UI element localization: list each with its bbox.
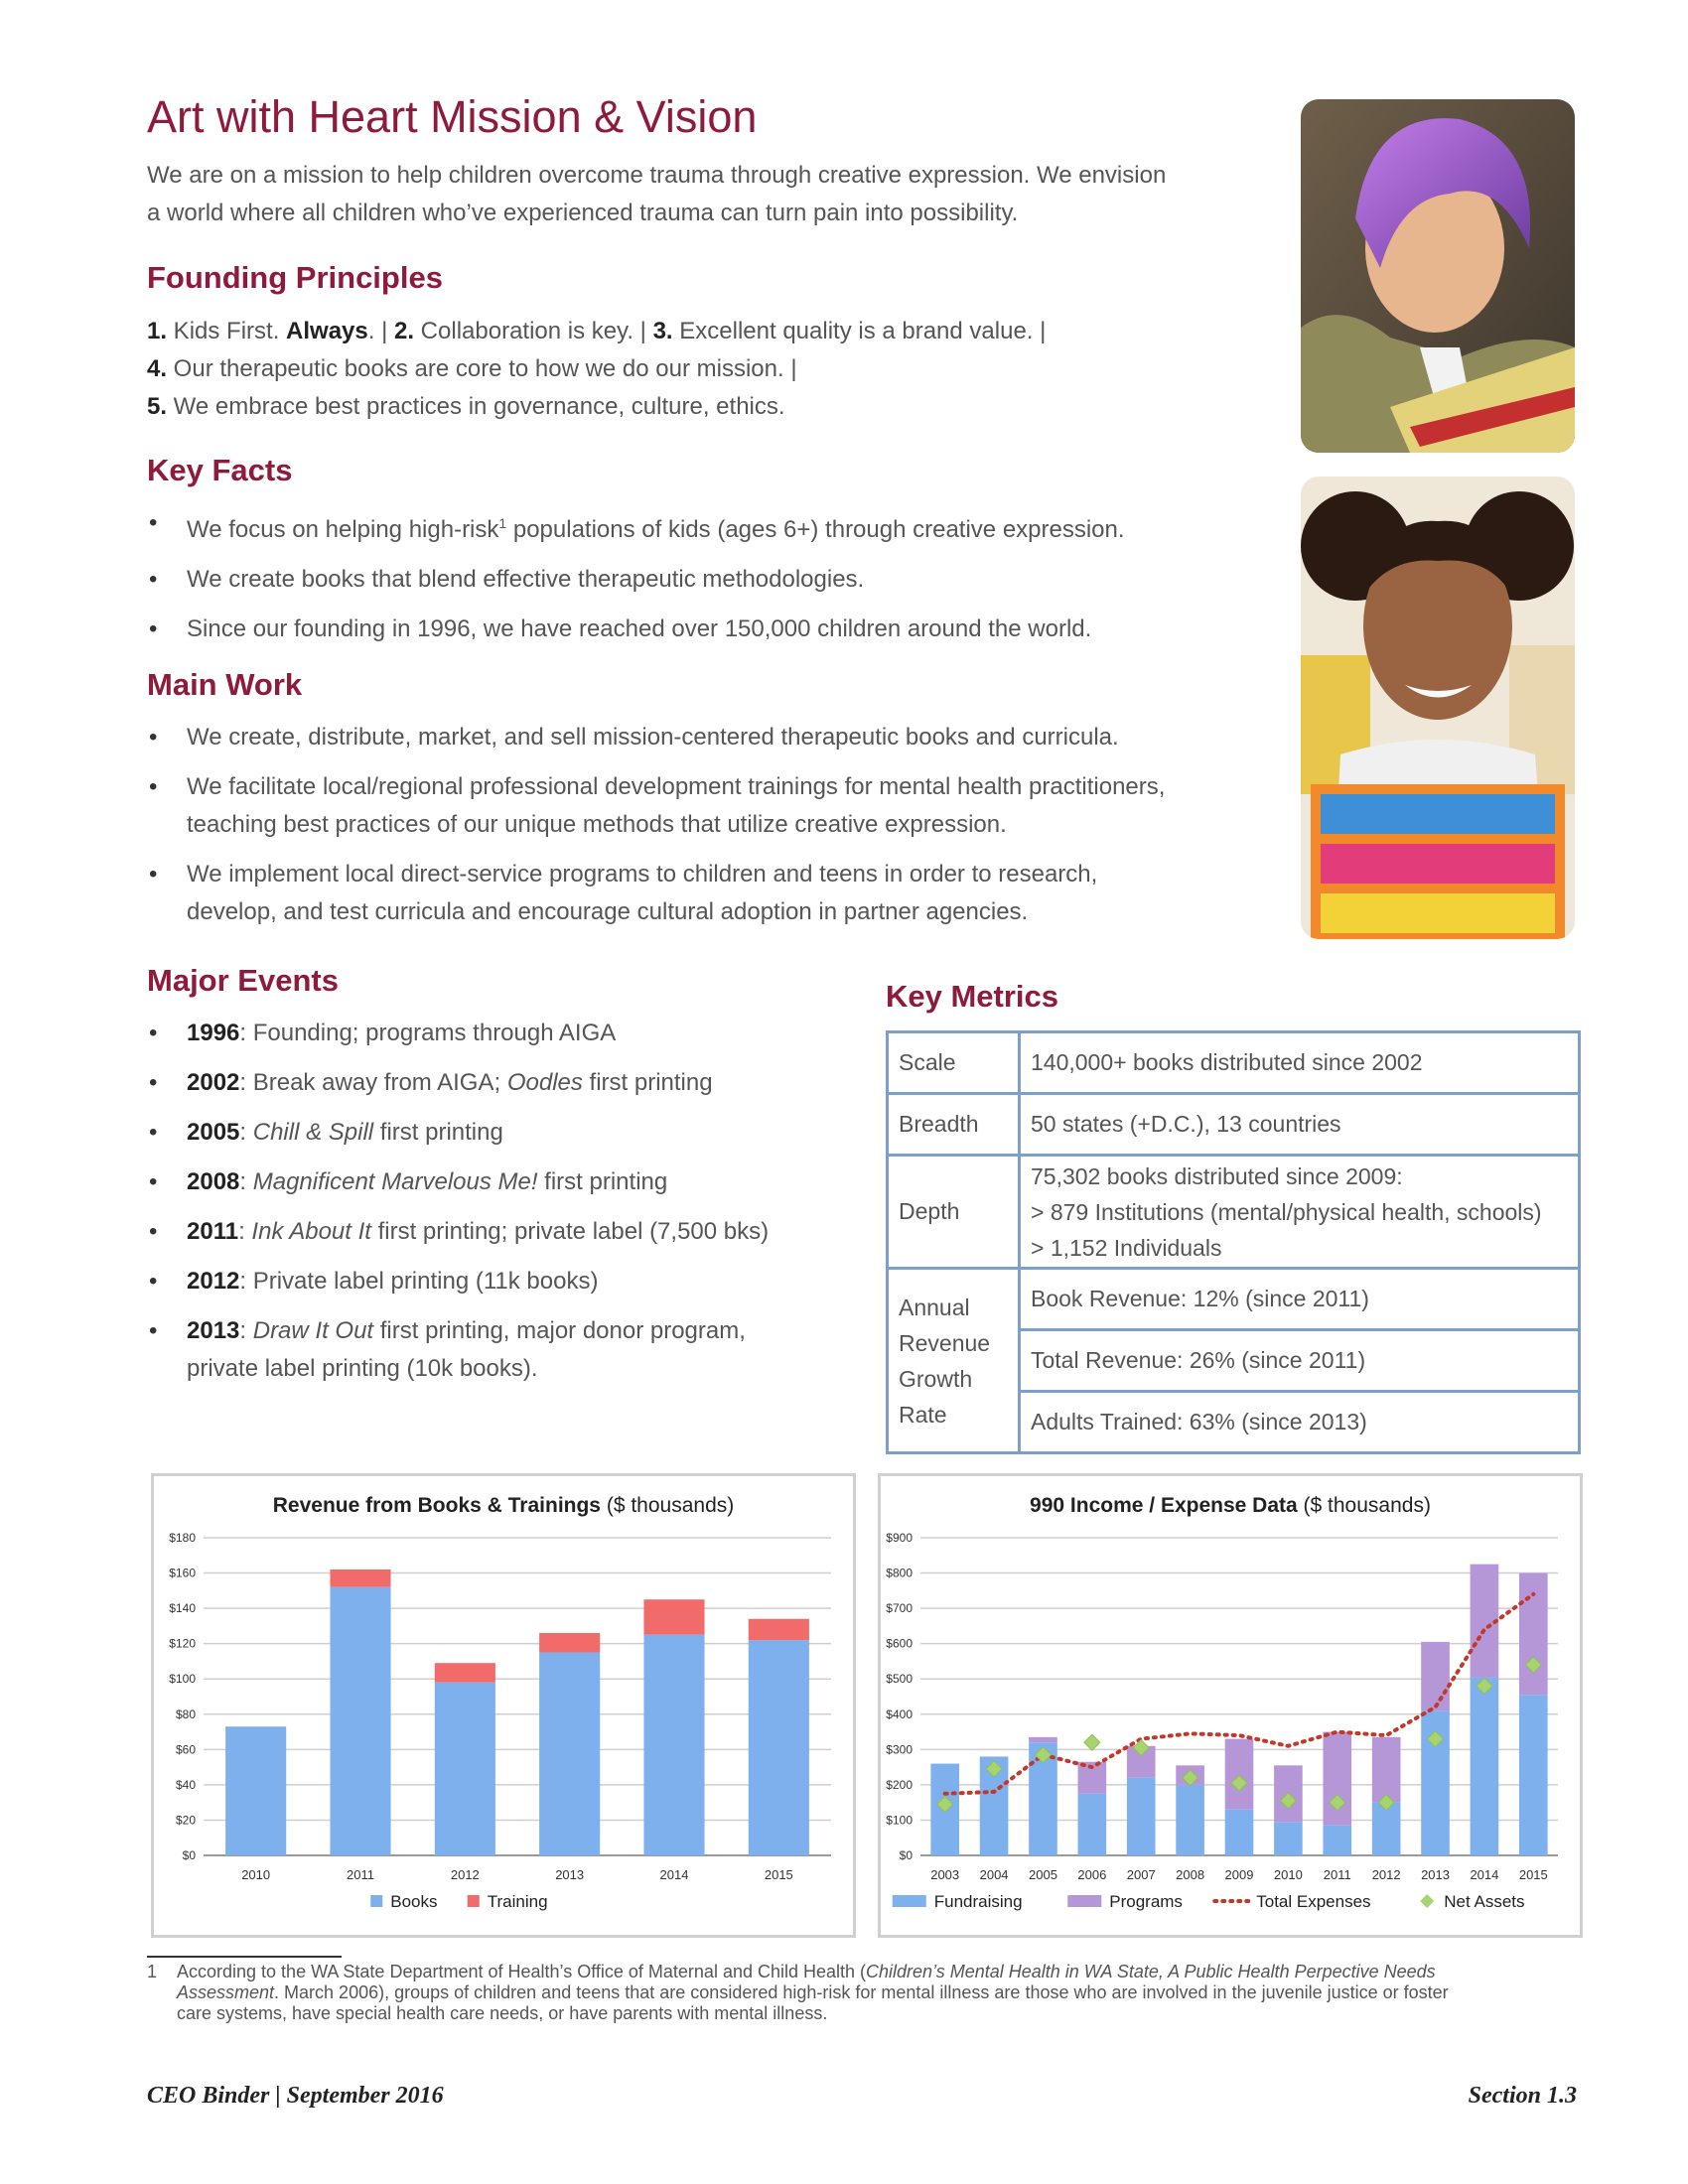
- main-work-list: [147, 719, 1289, 931]
- growth-label-line: Revenue: [899, 1329, 991, 1356]
- y-tick-label: $600: [886, 1636, 913, 1651]
- list-item: [147, 561, 1289, 599]
- footnote-text: [177, 1962, 1577, 2024]
- chart-title: 990 Income / Expense Data ($ thousands): [1030, 1494, 1431, 1517]
- list-item: [147, 1064, 862, 1102]
- event-text: :: [239, 1168, 253, 1195]
- bar-fundraising: [1471, 1677, 1499, 1855]
- principles-line: [147, 313, 1289, 350]
- footnote-line: [177, 1982, 1577, 2003]
- y-tick-label: $140: [169, 1601, 196, 1616]
- event-year: 2008: [187, 1168, 240, 1195]
- bar-programs: [1421, 1642, 1450, 1710]
- mission-statement: [147, 157, 1289, 232]
- point-net-assets: [1084, 1734, 1100, 1750]
- principle-separator: . |: [367, 318, 394, 344]
- income-expense-chart-svg: [881, 1476, 1580, 1935]
- x-tick-label: 2011: [1323, 1867, 1351, 1882]
- principles-line: [147, 388, 1289, 426]
- key-metrics-table: [886, 1030, 1581, 1454]
- metric-value: [1020, 1156, 1580, 1269]
- bar-books: [643, 1635, 704, 1855]
- work-text: We facilitate local/regional professional development trainings for mental health practitioners,: [187, 773, 1166, 800]
- event-text: : Break away from AIGA;: [239, 1069, 507, 1096]
- principle-emphasis: Always: [286, 318, 368, 344]
- bar-books: [749, 1640, 809, 1855]
- y-tick-label: $100: [886, 1813, 913, 1828]
- bullet-icon: •: [149, 1218, 158, 1245]
- book-title: Draw It Out: [252, 1317, 374, 1344]
- mission-line: a world where all children who’ve experienced trauma can turn pain into possibility.: [147, 200, 1019, 226]
- footnote-divider: [147, 1956, 342, 1958]
- bullet-icon: •: [149, 1020, 158, 1046]
- table-row: [888, 1269, 1580, 1330]
- growth-label-line: Annual: [899, 1294, 970, 1320]
- bar-fundraising: [1176, 1785, 1204, 1855]
- footnote-title: Children’s Mental Health in WA State, A Public Health Perpective Needs: [866, 1962, 1436, 1981]
- bullet-icon: •: [149, 1268, 158, 1295]
- bullet-icon: •: [149, 566, 158, 593]
- fact-text: Since our founding in 1996, we have reached over 150,000 children around the world.: [187, 615, 1092, 642]
- bar-programs: [1323, 1732, 1351, 1826]
- y-tick-label: $500: [886, 1672, 913, 1687]
- bar-training: [749, 1619, 809, 1640]
- x-tick-label: 2009: [1224, 1867, 1254, 1882]
- event-year: 1996: [187, 1020, 240, 1046]
- legend-label-net-assets: Net Assets: [1444, 1892, 1525, 1911]
- list-item: [147, 768, 1289, 844]
- list-item: [147, 1312, 862, 1388]
- bar-programs: [1029, 1737, 1057, 1742]
- list-item: [147, 611, 1289, 648]
- bar-fundraising: [1274, 1822, 1303, 1855]
- key-facts-heading: Key Facts: [147, 453, 293, 487]
- fact-text: We create books that blend effective therapeutic methodologies.: [187, 566, 865, 593]
- y-tick-label: $800: [886, 1566, 913, 1580]
- y-tick-label: $200: [886, 1777, 913, 1792]
- event-year: 2012: [187, 1268, 240, 1295]
- income-expense-chart: [878, 1473, 1583, 1938]
- y-tick-label: $20: [175, 1813, 196, 1828]
- principle-number: 1.: [147, 318, 168, 344]
- x-tick-label: 2006: [1077, 1867, 1107, 1882]
- bullet-icon: •: [149, 1317, 158, 1344]
- x-tick-label: 2012: [1371, 1867, 1401, 1882]
- bar-fundraising: [1323, 1826, 1351, 1855]
- event-text: first printing: [582, 1069, 713, 1096]
- x-tick-label: 2014: [1470, 1867, 1499, 1882]
- books-trainings-chart-svg: [154, 1476, 853, 1935]
- event-text: :: [238, 1218, 252, 1245]
- book-title: Magnificent Marvelous Me!: [252, 1168, 538, 1195]
- y-tick-label: $0: [899, 1848, 913, 1862]
- bullet-icon: •: [149, 1069, 158, 1096]
- x-tick-label: 2011: [347, 1867, 374, 1882]
- footer-section: Section 1.3: [1468, 2083, 1577, 2109]
- list-item: [147, 1015, 862, 1052]
- principle-text: Excellent quality is a brand value. |: [672, 318, 1047, 344]
- bar-books: [435, 1683, 495, 1855]
- y-tick-label: $300: [886, 1742, 913, 1757]
- y-tick-label: $40: [175, 1777, 196, 1792]
- major-events-list: [147, 1015, 862, 1388]
- list-item: [147, 1114, 862, 1152]
- footnote-span: According to the WA State Department of Health’s Office of Maternal and Child Health (: [177, 1962, 867, 1981]
- list-item: [147, 1213, 862, 1251]
- y-tick-label: $100: [169, 1672, 196, 1687]
- bar-books: [225, 1726, 286, 1855]
- y-tick-label: $120: [169, 1636, 196, 1651]
- event-text: :: [239, 1317, 253, 1344]
- footnote-line: care systems, have special health care needs, or have parents with mental illness.: [177, 2003, 828, 2023]
- depth-line: > 1,152 Individuals: [1031, 1234, 1222, 1261]
- photo-girl-with-book: [1301, 477, 1575, 939]
- page-title: Art with Heart Mission & Vision: [147, 91, 758, 142]
- metric-label: Scale: [888, 1032, 1020, 1094]
- metric-value: 50 states (+D.C.), 13 countries: [1020, 1094, 1580, 1156]
- bullet-icon: •: [149, 861, 158, 887]
- metric-value: Adults Trained: 63% (since 2013): [1020, 1392, 1580, 1453]
- principle-text: Kids First.: [167, 318, 287, 344]
- bar-training: [330, 1570, 390, 1587]
- legend-swatch-programs: [1067, 1895, 1101, 1907]
- book-title: Oodles: [506, 1069, 583, 1096]
- principle-number: 4.: [147, 355, 168, 382]
- work-text: develop, and test curricula and encourage cultural adoption in partner agencies.: [187, 898, 1029, 925]
- y-tick-label: $0: [182, 1848, 196, 1862]
- legend-label-fundraising: Fundraising: [933, 1892, 1023, 1911]
- principle-text: Our therapeutic books are core to how we do our mission. |: [167, 355, 797, 382]
- bar-training: [539, 1633, 600, 1653]
- y-tick-label: $400: [886, 1706, 913, 1721]
- bar-programs: [1372, 1737, 1401, 1803]
- bar-books: [330, 1587, 390, 1855]
- y-tick-label: $60: [175, 1742, 196, 1757]
- event-year: 2005: [187, 1119, 240, 1146]
- fact-text: populations of kids (ages 6+) through creative expression.: [506, 516, 1125, 543]
- depth-line: > 879 Institutions (mental/physical health, schools): [1031, 1198, 1542, 1225]
- bar-books: [539, 1653, 600, 1855]
- mission-line: We are on a mission to help children overcome trauma through creative expression. We envision: [147, 162, 1167, 189]
- legend-swatch-books: [370, 1895, 382, 1907]
- event-text: first printing; private label (7,500 bks): [370, 1218, 770, 1245]
- x-tick-label: 2015: [764, 1867, 793, 1882]
- x-tick-label: 2005: [1029, 1867, 1057, 1882]
- bar-fundraising: [1519, 1695, 1548, 1855]
- growth-label-line: Growth: [899, 1365, 973, 1392]
- book-title: Chill & Spill: [252, 1119, 374, 1146]
- fact-text: We focus on helping high-risk: [187, 516, 499, 543]
- list-item: [147, 719, 1289, 756]
- table-row: [888, 1094, 1580, 1156]
- footnote-span: . March 2006), groups of children and teens that are considered high-risk for mental illness are those who are involved in the juvenile justice or foster: [274, 1982, 1449, 2002]
- list-item: [147, 1263, 862, 1300]
- bar-programs: [1519, 1573, 1548, 1696]
- x-tick-label: 2012: [450, 1867, 480, 1882]
- legend-swatch-training: [468, 1895, 480, 1907]
- chart-title: Revenue from Books & Trainings ($ thousands): [272, 1494, 735, 1517]
- metric-label: [888, 1269, 1020, 1453]
- work-text: teaching best practices of our unique methods that utilize creative expression.: [187, 811, 1007, 838]
- x-tick-label: 2010: [241, 1867, 271, 1882]
- legend-label-programs: Programs: [1109, 1892, 1183, 1911]
- list-item: [147, 1163, 862, 1201]
- work-text: We implement local direct-service programs to children and teens in order to research,: [187, 861, 1098, 887]
- bar-fundraising: [1078, 1794, 1107, 1855]
- event-year: 2013: [187, 1317, 240, 1344]
- y-tick-label: $80: [175, 1706, 196, 1721]
- legend-label-books: Books: [390, 1892, 438, 1911]
- y-tick-label: $160: [169, 1566, 196, 1580]
- legend-swatch-fundraising: [893, 1895, 926, 1907]
- y-tick-label: $900: [886, 1531, 913, 1545]
- legend-label-total-expenses: Total Expenses: [1256, 1892, 1371, 1911]
- event-text: :: [239, 1119, 253, 1146]
- bullet-icon: •: [149, 1168, 158, 1195]
- event-text: first printing: [373, 1119, 503, 1146]
- x-tick-label: 2003: [930, 1867, 960, 1882]
- x-tick-label: 2013: [555, 1867, 585, 1882]
- x-tick-label: 2013: [1421, 1867, 1450, 1882]
- footnote-title: Assessment: [177, 1982, 275, 2002]
- footnote-line: [177, 1962, 1577, 1982]
- list-item: [147, 504, 1289, 549]
- bullet-icon: •: [149, 615, 158, 642]
- footnote-ref: 1: [498, 515, 507, 531]
- principle-text: We embrace best practices in governance, culture, ethics.: [167, 393, 785, 420]
- list-item: [147, 856, 1289, 931]
- bar-training: [643, 1599, 704, 1635]
- event-year: 2002: [187, 1069, 240, 1096]
- y-tick-label: $180: [169, 1531, 196, 1545]
- founding-principles: [147, 313, 1289, 426]
- x-tick-label: 2004: [979, 1867, 1009, 1882]
- bullet-icon: •: [149, 1119, 158, 1146]
- bar-fundraising: [1225, 1810, 1254, 1855]
- legend-label-training: Training: [487, 1892, 548, 1911]
- metric-value: Total Revenue: 26% (since 2011): [1020, 1330, 1580, 1392]
- x-tick-label: 2015: [1518, 1867, 1548, 1882]
- key-facts-list: [147, 504, 1289, 648]
- depth-line: 75,302 books distributed since 2009:: [1031, 1162, 1403, 1189]
- book-title: Ink About It: [251, 1218, 371, 1245]
- event-text: first printing: [537, 1168, 668, 1195]
- legend-swatch-net-assets: [1420, 1894, 1434, 1908]
- principles-line: [147, 350, 1289, 388]
- x-tick-label: 2007: [1126, 1867, 1156, 1882]
- bar-programs: [1225, 1739, 1254, 1810]
- event-text: : Founding; programs through AIGA: [239, 1020, 617, 1046]
- bullet-icon: •: [149, 509, 158, 536]
- event-text: : Private label printing (11k books): [239, 1268, 599, 1295]
- principle-number: 3.: [652, 318, 673, 344]
- footnote-number: 1: [147, 1962, 158, 1981]
- bar-fundraising: [1127, 1778, 1156, 1855]
- x-tick-label: 2014: [659, 1867, 689, 1882]
- metric-value: 140,000+ books distributed since 2002: [1020, 1032, 1580, 1094]
- founding-principles-heading: Founding Principles: [147, 260, 443, 295]
- table-row: [888, 1156, 1580, 1269]
- event-text: private label printing (10k books).: [187, 1355, 538, 1382]
- bar-training: [435, 1663, 495, 1683]
- footer-left: CEO Binder | September 2016: [147, 2083, 444, 2109]
- event-text: first printing, major donor program,: [373, 1317, 746, 1344]
- key-metrics-heading: Key Metrics: [886, 979, 1059, 1014]
- principle-text: Collaboration is key. |: [414, 318, 653, 344]
- x-tick-label: 2008: [1176, 1867, 1205, 1882]
- photo-teen-reading: [1301, 99, 1575, 453]
- growth-label-line: Rate: [899, 1401, 947, 1428]
- bullet-icon: •: [149, 724, 158, 751]
- event-year: 2011: [187, 1218, 239, 1245]
- y-tick-label: $700: [886, 1601, 913, 1616]
- principle-number: 5.: [147, 393, 168, 420]
- table-row: [888, 1032, 1580, 1094]
- x-tick-label: 2010: [1273, 1867, 1303, 1882]
- work-text: We create, distribute, market, and sell mission-centered therapeutic books and curricula.: [187, 724, 1119, 751]
- metric-label: Depth: [888, 1156, 1020, 1269]
- metric-label: Breadth: [888, 1094, 1020, 1156]
- principle-number: 2.: [394, 318, 415, 344]
- major-events-heading: Major Events: [147, 963, 339, 998]
- main-work-heading: Main Work: [147, 667, 303, 702]
- bullet-icon: •: [149, 773, 158, 800]
- books-trainings-chart: [151, 1473, 856, 1938]
- metric-value: Book Revenue: 12% (since 2011): [1020, 1269, 1580, 1330]
